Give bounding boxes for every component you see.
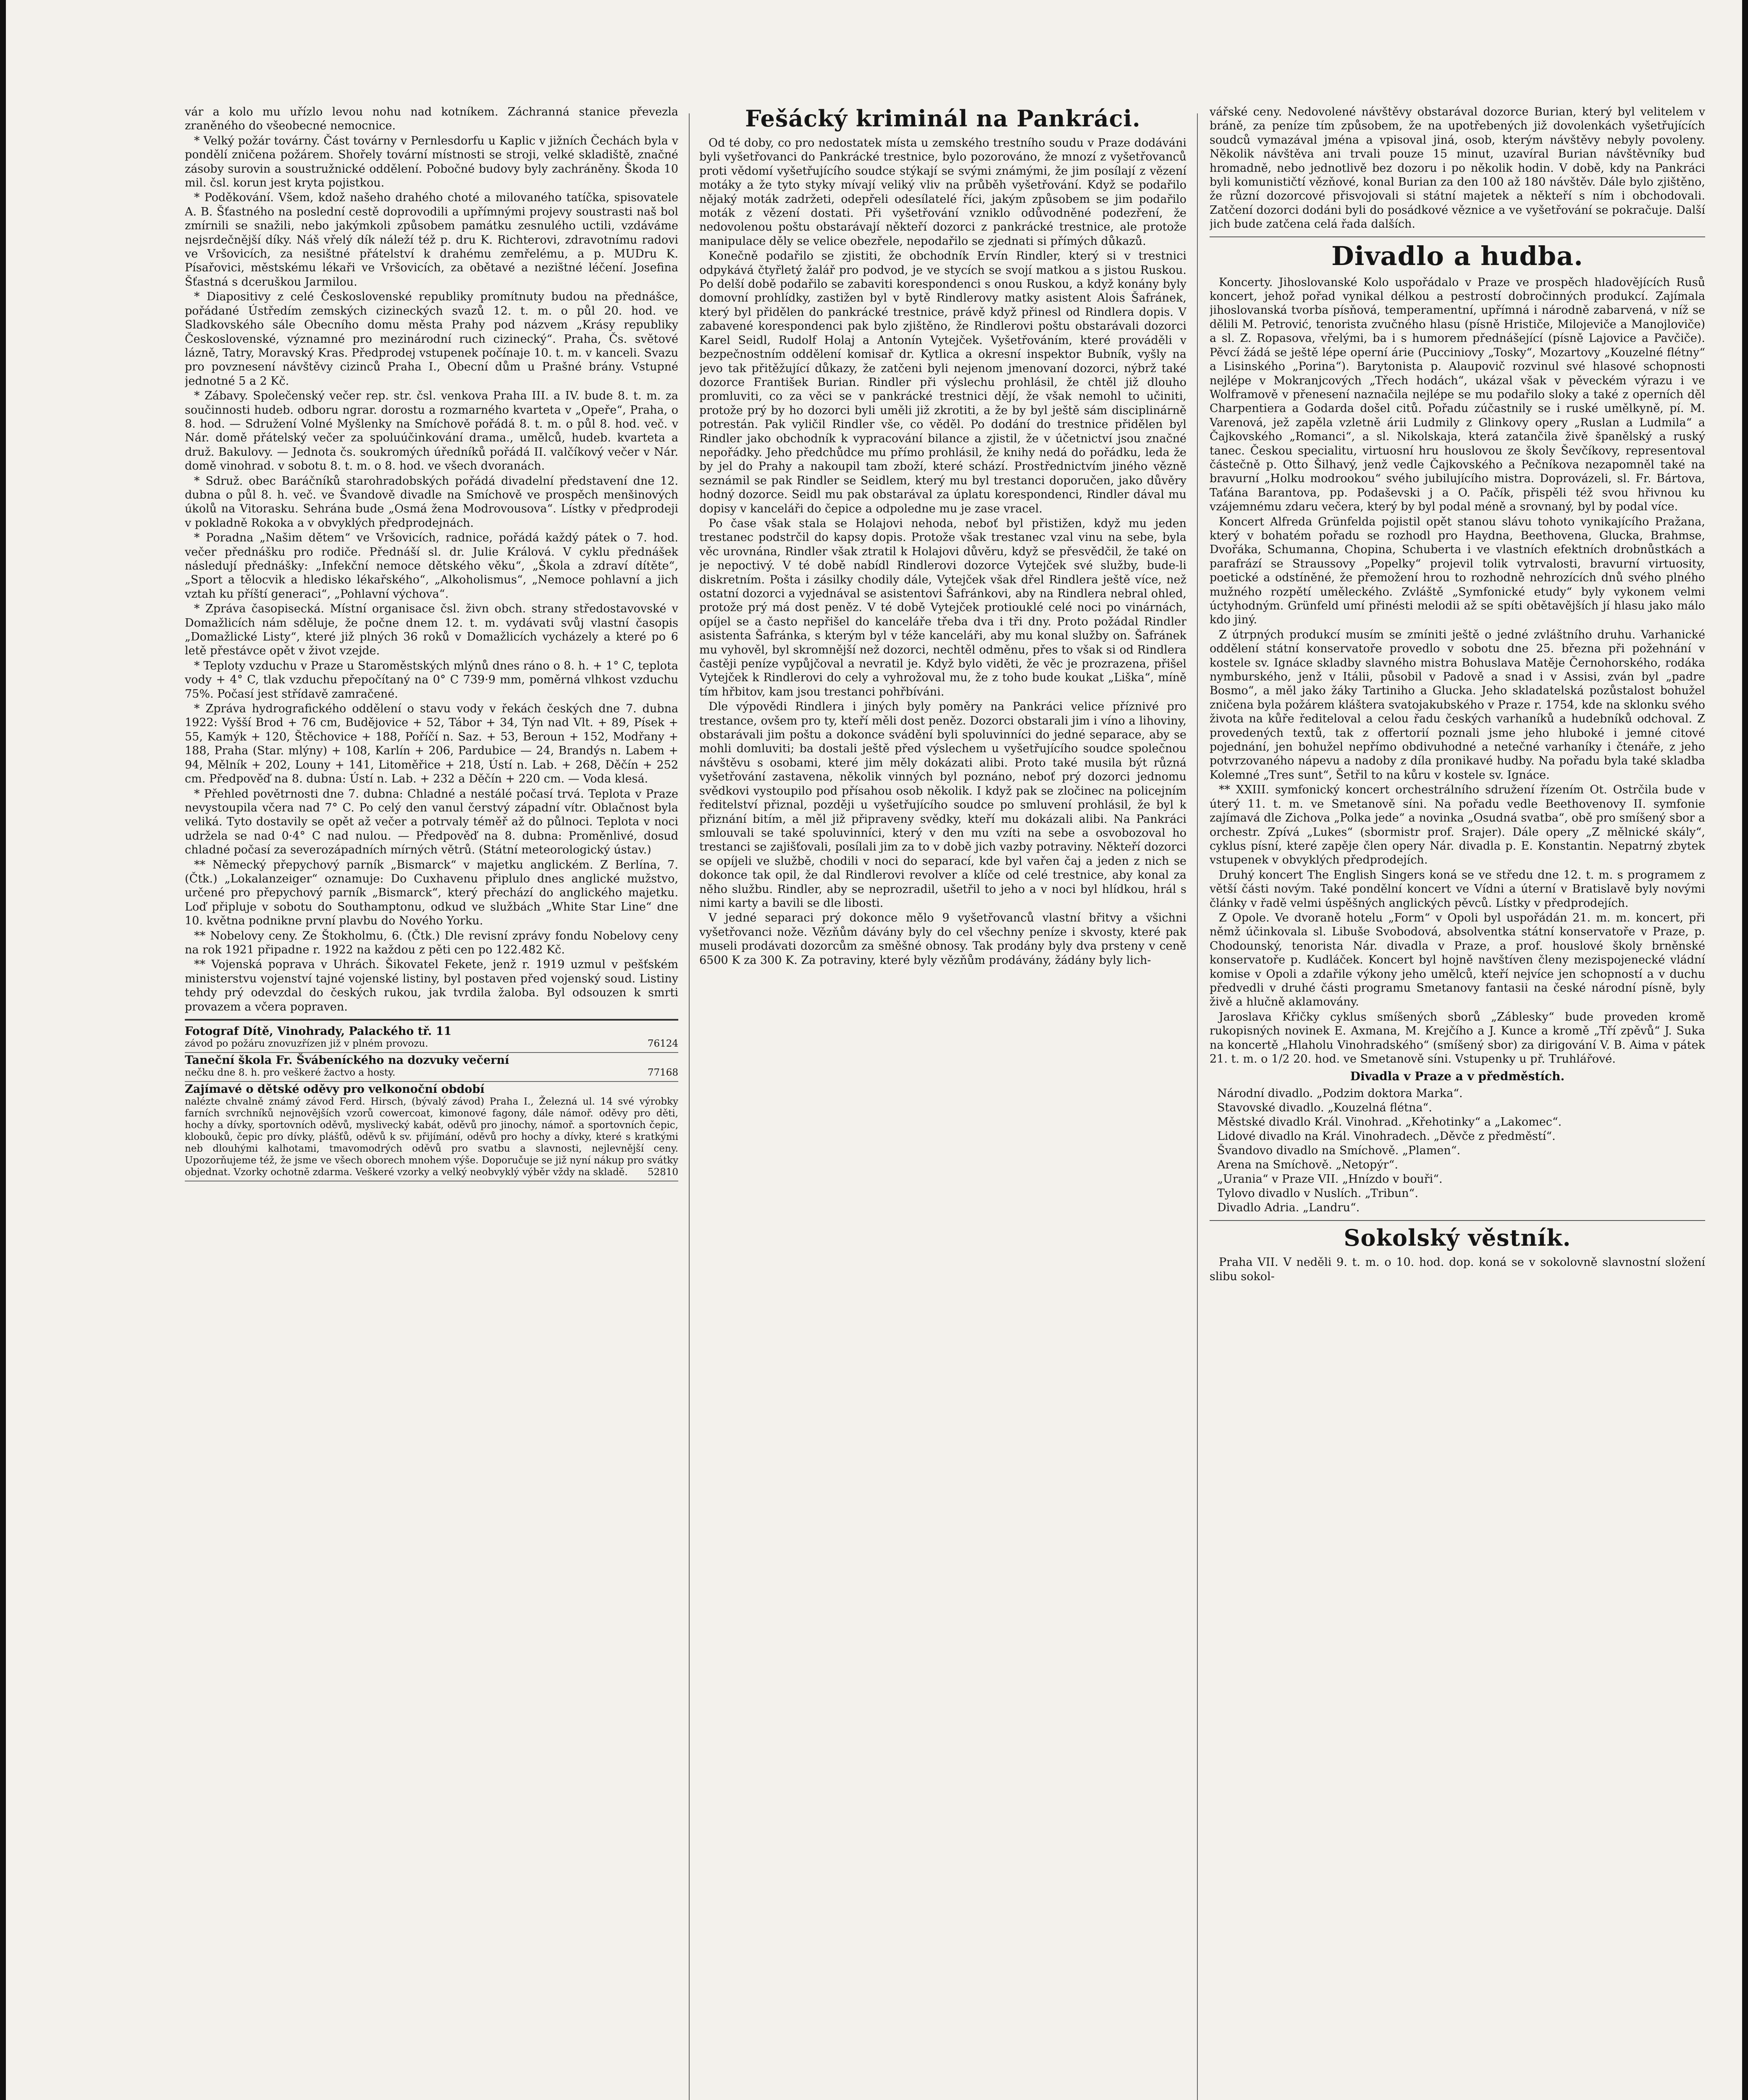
theater-listing: Městské divadlo Král. Vinohrad. „Křehotinky“ a „Lakomec“.	[1217, 1116, 1562, 1129]
classified-ad	[185, 1082, 678, 1181]
classified-ad	[185, 1024, 678, 1053]
scan-edge-right	[1742, 0, 1748, 2100]
article-paragraph: Od té doby, co pro nedostatek místa u zemského trestního soudu v Praze dodáváni byli vyšetřovanci do Pankrácké trestnice, bylo pozorováno, že mnozí z vyšetřovanců proti vědomí vyšetřujícího soudce stýkají se svými známými, že jim posílají z vězení motáky a že tyto styky mívají veliký vliv na průběh vyšetřování. Když se podařilo nějaký moták zadržeti, odepřeli odesílatelé říci, jakým způsobem se jim podařilo moták z vězení dostati. Při vyšetřování vzniklo odůvodněné podezření, že nedovolenou poštu obstarávají někteří dozorci z pankrácké trestnice, ale protože manipulace děly se velice obezřele, nepodařilo se zjednati si přímých důkazů.	[699, 136, 1186, 248]
column-right	[1210, 105, 1705, 2100]
article-headline: Fešácký kriminál na Pankráci.	[745, 105, 1141, 132]
ad-number: 52810	[647, 1167, 678, 1178]
review-paragraph: ** XXIII. symfonický koncert orchestrálního sdružení řízením Ot. Ostrčila bude v úterý 11. t. m. ve Smetanově síni. Na pořadu vedle Beethovenovy II. symfonie zajímavá dle Zichova „Polka jede“ a novinka „Osudná svatba“, obě pro smíšený sbor a orchestr. Zpívá „Lukes“ (sbormistr prof. Srajer). Dále opery „Z mělnické skály“, cyklus písní, které zapěje člen opery Nár. divadla p. E. Konstantin. Nepatrný zbytek vstupenek v obvyklých předprodejích.	[1210, 783, 1705, 867]
news-item: * Zpráva hydrografického oddělení o stavu vody v řekách českých dne 7. dubna 1922: Vyšší Brod + 76 cm, Budějovice + 52, Tábor + 34, Týn nad Vlt. + 89, Písek + 55, Kamýk + 120, Štěchovice + 188, Poříčí n. Saz. + 53, Beroun + 152, Modřany + 188, Praha (Star. mlýny) + 108, Karlín + 206, Pardubice — 24, Brandýs n. Labem + 94, Mělník + 202, Louny + 141, Litoměřice + 218, Ústí n. Lab. + 268, Děčín + 252 cm. Předpověď na 8. dubna: Ústí n. Lab. + 232 a Děčín + 220 cm. — Voda klesá.	[185, 702, 678, 786]
review-paragraph: Koncerty. Jihoslovanské Kolo uspořádalo v Praze ve prospěch hladovějících Rusů koncert, jehož pořad vynikal délkou a pestrostí dobročinných produkcí. Zajímala jihoslovanská tvorba písňová, temperamentní, upřímná i národně zabarvená, v níž se dělili M. Petrović, tenorista zvučného hlasu (písně Hrističe, Milojeviče a Manojloviče) a sl. Z. Ropasova, vřelými, ba i s humorem přednášející (písně Lajovice a Pavčiče). Pěvcí žádá se ještě lépe operní árie (Pucciniovy „Tosky“, Mozartovy „Kouzelné flétny“ a Lisinského „Porina“). Barytonista p. Alaupovič rozvinul své hlasové schopnosti nejlépe v Mokranjcových „Třech hodách“, ukázal však v pěveckém výrazu i ve Wolframově v přenesení naznačila nejlépe se mu podařilo sloky a také z operních děl Charpentiera a Godarda došel citů. Pořadu zúčastnily se i ruské umělkyně, pí. M. Varenová, jež zapěla vzletně árii Ludmily z Glinkovy opery „Ruslan a Ludmila“ a Čajkovského „Romanci“, a sl. Nikolskaja, která zatančila živě španělský a ruský tanec. Českou specialitu, virtuosní hru houslovou ze školy Ševčíkovy, representoval částečně p. Otto Šilhavý, jenž vedle Čajkovského a Pečníkova nezapomněl také na bravurní „Holku modrookou“ svého jubilujícího mistra. Doprovázeli, sl. Fr. Bártova, Taťána Barantova, pp. Podaševski j a O. Pačík, přispěli též svou hřivnou ku vzájemnému zdaru večera, který by byl podal méně a srovnaný, byl by podal více.	[1210, 276, 1705, 514]
news-item: * Přehled povětrnosti dne 7. dubna: Chladné a nestálé počasí trvá. Teplota v Praze nevystoupila včera nad 7° C. Po celý den vanul čerstvý západní vítr. Oblačnost byla veliká. Tyto dostavily se opět až večer a potrvaly téměř až do půlnoci. Teplota v noci udržela se nad 0·4° C nad nulou. — Předpověď na 8. dubna: Proměnlivé, dosud chladné počasí za severozápadních mírných větrů. (Státní meteorologický ústav.)	[185, 787, 678, 857]
theater-listing: Lidové divadlo na Král. Vinohradech. „Děvče z předměstí“.	[1217, 1130, 1556, 1143]
news-item: * Teploty vzduchu v Praze u Staroměstských mlýnů dnes ráno o 8. h. + 1° C, teplota vody + 4° C, tlak vzduchu přepočítaný na 0° C 739·9 mm, poměrná vlhkost vzduchu 75%. Počasí jest střídavě zamračené.	[185, 659, 678, 701]
review-paragraph: Jaroslava Křičky cyklus smíšených sborů „Zábleskу“ bude proveden kromě rukopisných novinek E. Axmana, M. Krejčího a J. Kunce a kromě „Tří zpěvů“ J. Suka na koncertě „Hlaholu Vinohradského“ (smíšený sbor) za dirigování V. B. Aima v pátek 21. t. m. o 1/2 20. hod. ve Smetanově síni. Vstupenky u př. Truhlářové.	[1210, 1010, 1705, 1066]
ad-text: nečku dne 8. h. pro veškeré žactvo a hosty.	[185, 1067, 396, 1078]
news-item: * Zábavy. Společenský večer rep. str. čsl. venkova Praha III. a IV. bude 8. t. m. za součinnosti hudeb. odboru ngrar. dorostu a rozmarného kvarteta v „Opeře“, Praha, o 8. hod. — Sdružení Volné Myšlenky na Smíchově pořádá 8. t. m. o půl 8. hod. več. v Nár. domě přátelský večer za spoluúčinkování drama., umělců, hudeb. kvarteta a druž. Bakulovy. — Jednota čs. soukromých úředníků pořádá II. valčíkový večer v Nár. domě vinohrad. v sobotu 8. t. m. o 8. hod. ve všech dvoranách.	[185, 389, 678, 473]
news-item: * Poděkování. Všem, kdož našeho drahého choté a milovaného tatíčka, spisovatele A. B. Šťastného na poslední cestě doprovodili a upřímnými projevy soustrasti naš bol zmírnili se snažili, nebo jakýmkoli způsobem památku zesnulého uctili, vzdáváme nejsrdečnější díky. Náš vřelý dík náleží též p. dru K. Richterovi, zdravotnímu radovi ve Vršovicích, za nesištné přátelství k drahému zemřelému, a p. MUDru K. Písařovici, městskému lékaři ve Vršovicích, za obětavé a nezištné léčení. Josefina Šťastná s dceruškou Jarmilou.	[185, 191, 678, 289]
news-item: * Sdruž. obec Baráčníků starohradobských pořádá divadelní představení dne 12. dubna o půl 8. h. več. ve Švandově divadle na Smíchově ve prospěch menšinových úkolů na Vitorasku. Sehrána bude „Osmá žena Modrovousova“. Lístky v předprodeji v pokladně Rokoka a v obvyklých předprodejnách.	[185, 474, 678, 530]
theater-listing-title: Divadla v Praze a v předměstích.	[1350, 1069, 1565, 1084]
news-item: ** Německý přepychový parník „Bismarck“ v majetku anglickém. Z Berlína, 7. (Čtk.) „Lokalanzeiger“ oznamuje: Do Cuxhavenu připlulo dnes anglické mužstvo, určené pro přepychový parník „Bismarck“, který přechází do anglického majetku. Loď připluje v sobotu do Southamptonu, odkud ve službách „White Star Line“ dne 10. května podnikne první plavbu do Nového Yorku.	[185, 858, 678, 928]
theater-listing: Arena na Smíchově. „Netopýr“.	[1217, 1158, 1398, 1172]
news-item: * Diapositivy z celé Československé republiky promítnuty budou na přednášce, pořádané Ústředím zemských cizineckých svazů 12. t. m. o půl 20. hod. ve Sladkovského sále Obecního domu města Prahy pod názvem „Krásy republiky Československé, významné pro mezinárodní ruch cizinecký“. Praha, Čs. světové lázně, Tatry, Moravský Kras. Předprodej vstupenek počínaje 10. t. m. v kanceli. Svazu pro povznesení návštěvy cizinců Praha I., Obecní dům u Prašné brány. Vstupné jednotné 5 a 2 Kč.	[185, 290, 678, 388]
review-paragraph: Koncert Alfreda Grünfelda pojistil opět stanou slávu tohoto vynikajícího Pražana, který v bohatém pořadu se rozhodl pro Haydna, Beethovena, Glucka, Brahmse, Dvořáka, Schumanna, Chopina, Schuberta i ve vlastních efektních drobnůstkách a parafrází se Straussovy „Popelky“ projevil tolik vytrvalosti, bravurní virtuosity, poetické a odstíněné, že přemožení hrou to rozhodně nehrozících dnů svého plného mužného rozpětí uměleckého. Zvláště „Symfonické etudy“ byly vykonem velmi úctyhodným. Grünfeld umí přinésti melodii až se spíti obětavějších jí hlasu jako málo kdo jiný.	[1210, 515, 1705, 627]
ad-number: 77168	[647, 1067, 678, 1078]
classified-ad	[185, 1053, 678, 1082]
theater-listing: Tylovo divadlo v Nuslích. „Tribun“.	[1217, 1187, 1418, 1200]
ad-headline: Zajímavé o dětské oděvy pro velkonoční období	[185, 1083, 485, 1096]
review-paragraph: Z útrpných produkcí musím se zmíniti ještě o jedné zvláštního druhu. Varhanické oddělení státní konservatoře provedlo v sobotu dne 25. března při požehnání v kostele sv. Ignáce skladby slavného mistra Bohuslava Matěje Černohorského, rodáka nymburského, jenž v Itálii, působil v Padově a snad i v Assisi, zván byl „padre Bosmo“, a měl jako žáky Tartiniho a Glucka. Jeho skladatelská pozůstalost bohužel zničena byla požárem kláštera svatojakubského v Praze r. 1754, kde na sklonku svého života na kůře řediteloval a celou řadu českých varhaníků a hudebníků odchoval. Z provedených textů, tak z offertorií poznali jsme jeho hluboké i jemné citové pojednání, jen bohužel nepřímo obdivuhodné a netečné varhaníky i čtenáře, z jeho potvrzovaného nápevu a nadoby z díla pronikavé hudby. Na pořadu byla také skladba Kolemné „Tres sunt“, Šetřil to na kůru v kostele sv. Ignáce.	[1210, 628, 1705, 782]
scan-edge-left	[0, 0, 6, 2100]
ad-headline: Taneční škola Fr. Švábeníckého na dozvuky večerní	[185, 1054, 509, 1067]
article-paragraph: Po čase však stala se Holajovi nehoda, neboť byl přistižen, když mu jeden trestanec podstrčil do kapsy dopis. Protože však trestanec vzal vinu na sebe, byla věc urovnána, Rindler však ztratil k Holajovi důvěru, když se přesvědčil, že také on je nepoctivý. V té době nabídl Rindlerovi dozorce Vytejček své služby, bude-li diskretním. Pošta i zásilky chodily dále, Vytejček však dřel Rindlera ještě více, než ostatní dozorci a vyjednával se asistentovi Šafránkovi, aby na Rindlera nebral ohled, protože prý má dost peněz. V té době Vytejček protiouklé celé noci po vinárnách, opíjel se a často nepřišel do kanceláře třeba dva i tři dny. Proto požádal Rindler asistenta Šafránka, s kterým byl v téže kanceláři, aby mu konal služby on. Šafránek mu vyhověl, byl skromnější než dozorci, nechtěl odměnu, přes to však si od Rindlera častěji peníze vypůjčoval a nevratil je. Když bylo viděti, že věc je prozrazena, přišel Vytejček k Rindlerovi do cely a vyhrožoval mu, že z toho bude koukat „Liška“, míně tím hřbitov, kam jsou trestanci pohřbíváni.	[699, 517, 1186, 698]
column-middle	[699, 105, 1186, 2100]
column-rule	[689, 113, 690, 2100]
news-item: ** Nobelovy ceny. Ze Štokholmu, 6. (Čtk.) Dle revisní zprávy fondu Nobelovy ceny na rok 1921 připadne r. 1922 na každou z pěti cen po 122.482 Kč.	[185, 929, 678, 956]
theater-listing: Stavovské divadlo. „Kouzelná flétna“.	[1217, 1101, 1432, 1115]
sokol-paragraph: Praha VII. V neděli 9. t. m. o 10. hod. dop. koná se v sokolovně slavnostní složení slibu sokol-	[1210, 1256, 1705, 1283]
section-headline-sokol: Sokolský věstník.	[1344, 1224, 1571, 1252]
article-paragraph: Dle výpovědi Rindlera i jiných byly poměry na Pankráci velice příznivé pro trestance, ovšem pro ty, kteří měli dost peněz. Dozorci obstarali jim i víno a lihoviny, obstarávali jim poštu a dokonce svádění byli spoluvinníci do jedné separace, aby se mohli domluviti; ba dostali ještě před výslechem u vyšetřujícího soudce společnou návštěvu s osobami, které jim měly dokázati alibi. Proto také musila být různá vyšetřování zastavena, několik vinných byl poznáno, neboť prý dozorci jednomu svědkovi vystoupilo pod přísahou osob několik. I když pak se zločinec na policejním ředitelství přiznal, později u vyšetřujícího soudce po smluvení prohlásil, že byl k přiznání bitím, a měl již připraveny svědky, kteří mu dokázali alibi. Na Pankráci smlouvali se také spoluvinníci, který v den mu vzíti na sebe a osvobozoval ho trestanci se zajišťovali, posílali jim za to v době jich vazby potraviny. Někteří dozorci se opíjeli ve službě, chodili v noci do separací, kde byl vařen čaj a jeden z nich se dokonce tak opil, že dal Rindlerovi revolver a klíče od celé trestnice, aby konal za něho službu. Rindler, aby se neprozradil, ušetřil to jeho a v noci byl hlídkou, hrál s nimi karty a bavili se dle libosti.	[699, 700, 1186, 910]
theater-listing: Švandovo divadlo na Smíchově. „Plamen“.	[1217, 1144, 1461, 1158]
theater-listing: Divadlo Adria. „Landru“.	[1217, 1201, 1360, 1215]
ad-headline: Fotograf Dítě, Vinohrady, Palackého tř. 11	[185, 1025, 452, 1038]
review-paragraph: Z Opole. Ve dvoraně hotelu „Form“ v Opoli byl uspořádán 21. m. m. koncert, při němž účinkovala sl. Libuše Svobodová, absolventka státní konservatoře v Praze, p. Chodounský, tenorista Nár. divadla v Praze, a prof. houslové školy brněnské konservatoře p. Kudláček. Koncert byl hojně navštíven členy mezispojenecké vládní komise v Opoli a zdařile výkony jeho umělců, kteří nejvíce jen schopností a v duchu předvedli v druhé části programu Smetanovy fantasii na české národní písně, byly živě a hlučně aklamovány.	[1210, 911, 1705, 1009]
review-paragraph: Druhý koncert The English Singers koná se ve středu dne 12. t. m. s programem z větší části novým. Také pondělní koncert ve Vídni a úterní v Bratislavě byly novými články v řadě velmi úspěšných anglických pěvců. Lístky v předprodejích.	[1210, 868, 1705, 910]
ads-separator	[185, 1019, 678, 1021]
news-item: ** Vojenská poprava v Uhrách. Šikovatel Fekete, jenž r. 1919 uzmul v pešťském ministerstvu vojenství tajné vojenské listiny, byl postaven před vojenský soud. Listiny tehdy prý odevzdal do českých rukou, jak tvrdila žaloba. Byl odsouzen k smrti provazem a včera popraven.	[185, 958, 678, 1013]
news-item: * Poradna „Našim dětem“ ve Vršovicích, radnice, pořádá každý pátek o 7. hod. večer přednášku pro rodiče. Přednáší sl. dr. Julie Králová. V cyklu přednášek následují přednášky: „Infekční nemoce dětského věku“, „Škola a zdraví dítěte“, „Sport a tělocvik a hledisko lékařského“, „Alkoholismus“, „Nemoce pohlavní a jich vztah ku příští generaci“, „Pohlavní výchova“.	[185, 531, 678, 601]
news-item: vár a kolo mu uřízlo levou nohu nad kotníkem. Záchranná stanice převezla zraněného do všeobecné nemocnice.	[185, 105, 678, 133]
article-paragraph: V jedné separaci prý dokonce mělo 9 vyšetřovanců vlastní břitvy a všichni vyšetřovanci nože. Vězňům dávány byly do cel všechny peníze i skvosty, které pak museli prodávati dozorcům za směšné obnosy. Tak prodány byly dva prsteny v ceně 6500 K za 300 K. Za potraviny, které byly vězňům prodávány, žádány byly lich-	[699, 911, 1186, 967]
news-item: * Velký požár továrny. Část továrny v Pernlesdorfu u Kaplic v jižních Čechách byla v pondělí zničena požárem. Shořely tovární místnosti se stroji, velké skladiště, značné zásoby surovin a soustružnické oddělení. Pobočné budovy byly zachráněny. Škoda 10 mil. čsl. korun jest kryta pojistkou.	[185, 134, 678, 190]
column-rule	[1197, 113, 1198, 2100]
ad-number: 76124	[647, 1038, 678, 1049]
column-left	[185, 105, 678, 2100]
classified-ads	[185, 1024, 678, 1181]
article-continuation: vářské ceny. Nedovolené návštěvy obstarával dozorce Burian, který byl velitelem v bráně, za peníze tím způsobem, že na upotřebených již dovolenkách vyšetřujících soudců vymazával jména a vpisoval jiná, osob, kterým návštěvy nebyly povoleny. Několik návštěva ani trvali pouze 15 minut, uzavíral Burian návštěvníky buď hromadně, nebo jednotlivě bez dozoru i po několik hodin. V době, kdy na Pankráci byli komunističtí vězňové, konal Burian za den 100 až 180 návštěv. Dále bylo zjištěno, že různí dozorcové přisvojovali si státní majetek a někteří s ním i obchodovali. Zatčení dozorci dodáni byli do posádkové věznice a ve vyšetřování se pokračuje. Další jich bude zatčena celá řada dalších.	[1210, 105, 1705, 231]
theater-listing: „Urania“ v Praze VII. „Hnízdo v bouři“.	[1217, 1173, 1443, 1186]
theater-listing: Národní divadlo. „Podzim doktora Marka“.	[1217, 1087, 1463, 1100]
news-item: * Zpráva časopisecká. Místní organisace čsl. živn obch. strany středostavovské v Domažlicích nám sděluje, že počne dnem 12. t. m. vydávati svůj vlastní časopis „Domažlické Listy“, které již plných 36 roků v Domažlicích vycházely a které po 6 letě přestávce opět v život vzejde.	[185, 602, 678, 658]
section-headline-divadlo: Divadlo a hudba.	[1331, 240, 1583, 271]
ad-text: závod po požáru znovuzřízen již v plném provozu.	[185, 1038, 428, 1049]
section-separator	[1210, 1220, 1705, 1221]
article-paragraph: Konečně podařilo se zjistiti, že obchodník Ervín Rindler, který si v trestnici odpykává čtyřletý žalář pro podvod, je ve stycích se svojí matkou a s jistou Ruskou. Po delší době podařilo se zabaviti korespondenci s onou Ruskou, a když konány byly domovní prohlídky, zastižen byl v bytě Rindlerovy matky asistent Alois Šafránek, který byl přidělen do pankrácké trestnice, právě když přinesl od Rindlera dopis. V zabavené korespondenci pak bylo zjištěno, že Rindlerovi poštu obstarávali dozorci Karel Seidl, Rudolf Holaj a Antonín Vytejček. Vyšetřováním, které prováděli v bezpečnostním oddělení komisař dr. Kytlica a okresní inspektor Bubník, vyšly na jevo tak přitěžující důkazy, že zatčeni byli nejenom jmenovaní dozorci, nýbrž také dozorce František Burian. Rindler při výslechu prohlásil, že chtěl již dlouho promluviti, co za věci se v pankrácké trestnici dějí, že však nemohl to učiniti, protože prý by ho dozorci byli uměli již zkrotiti, a že by byl ještě sám disciplinárně potrestán. Pak vyličil Rindler vše, co věděl. Po dodání do trestnice přidělen byl Rindler jako obchodník k vypracování bilance a zjistil, že v účetnictví jsou značné nepořádky. Jeho předchůdce mu přímo prohlásil, že knihy nedá do pořádku, leda že by jel do Prahy a nakoupil tam zboží, které schází. Prostřednictvím jiného vězně seznámil se pak Rindler se Seidlem, který mu byl trestanci doporučen, jako důvěry hodný dozorce. Seidl mu pak obstarával za úplatu korespondenci, Rindler dával mu dopisy v kanceláři do čepice a odpoledne mu je zase vracel.	[699, 249, 1186, 515]
section-separator	[1210, 236, 1705, 237]
ad-text: nalézte chvalně známý závod Ferd. Hirsch, (bývalý závod) Praha I., Železná ul. 14 své výrobky farních svrchníků nejnovějších vzorů cowercoat, kimonové fagony, dále námoř. oděvy pro děti, hochy a dívky, sportovních oděvů, myslivecký kabát, oděvů pro jinochy, námoř. a sportovních čepic, klobouků, čepic pro dívky, plášťů, oděvů k sv. přijímání, oděvů pro hochy a dívky, které s kratkými neb dlouhými kalhotami, tmavomodrých oděvů pro svatbu a slavnosti, nejlevnější ceny. Upozorňujeme též, že jsme ve všech oborech mnohem výše. Doporučuje se již nyní nákup pro svátky objednat. Vzorky ochotně zdarma. Veškeré vzorky a velký neobvyklý výběr vždy na skladě.	[185, 1096, 678, 1178]
